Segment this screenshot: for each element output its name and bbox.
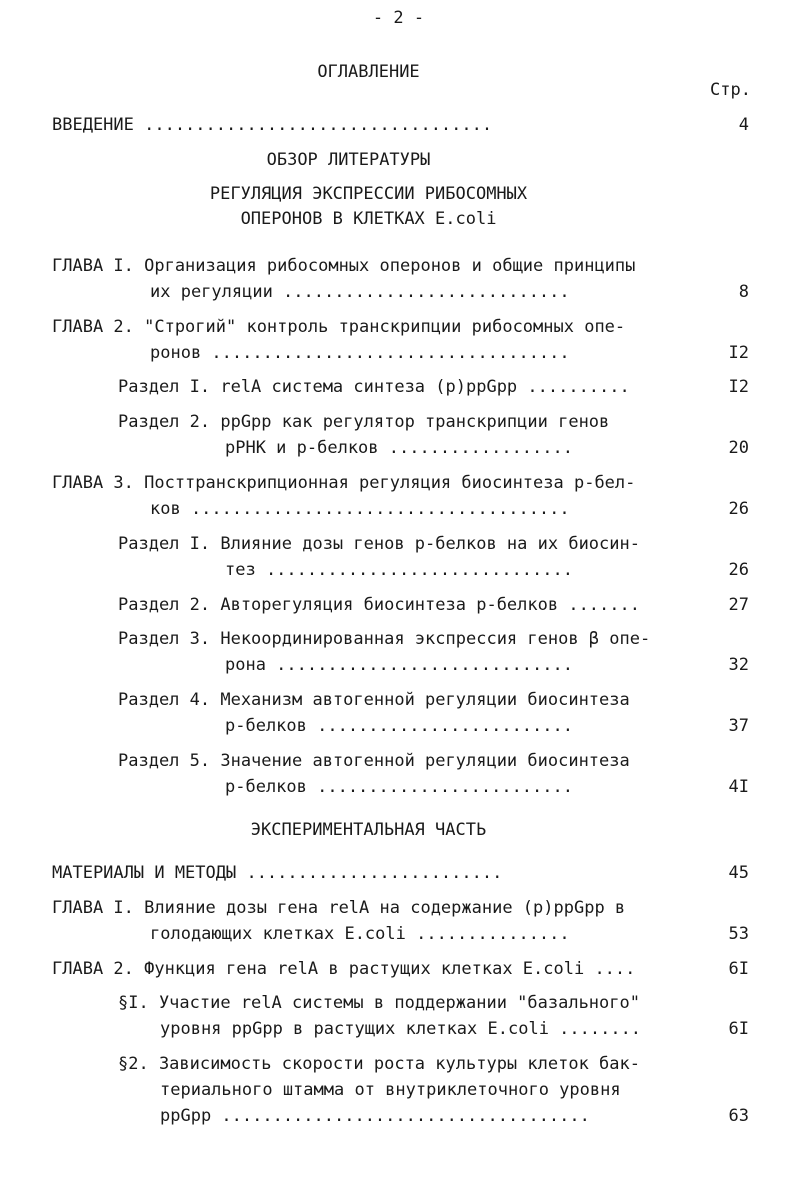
toc-entry-page: 27 — [728, 595, 749, 615]
toc-title: ОГЛАВЛЕНИЕ — [317, 62, 420, 82]
toc-entry-line: ГЛАВА I. Влияние дозы гена relA на содержание (p)ppGpp в — [52, 898, 626, 918]
toc-entry-line: уровня ppGpp в растущих клетках E.coli ........ — [160, 1019, 642, 1039]
section-heading: ЭКСПЕРИМЕНТАЛЬНАЯ ЧАСТЬ — [250, 820, 487, 840]
toc-entry-line: §2. Зависимость скорости роста культуры клеток бак- — [118, 1054, 640, 1074]
toc-entry-line: териального штамма от внутриклеточного уровня — [160, 1080, 621, 1100]
section-subheading: ОПЕРОНОВ В КЛЕТКАХ E.coli — [240, 209, 497, 229]
toc-entry-page: 26 — [728, 499, 749, 519]
toc-entry-page: 37 — [728, 716, 749, 736]
toc-entry-page: 6I — [728, 1019, 749, 1039]
toc-entry-page: 26 — [728, 560, 749, 580]
toc-entry-line: ков ..................................... — [150, 499, 570, 519]
toc-entry-line: ГЛАВА I. Организация рибосомных оперонов и общие принципы — [52, 256, 636, 276]
toc-entry-line: рРНК и р-белков .................. — [225, 438, 573, 458]
entry-intro-page: 4 — [738, 115, 749, 135]
section-subheading: РЕГУЛЯЦИЯ ЭКСПРЕССИИ РИБОСОМНЫХ — [209, 184, 528, 204]
toc-entry-page: 53 — [728, 924, 749, 944]
toc-entry-line: Раздел 2. Авторегуляция биосинтеза р-белков ....... — [118, 595, 640, 615]
toc-entry-page: 6I — [728, 959, 749, 979]
toc-entry-line: ГЛАВА 3. Посттранскрипционная регуляция биосинтеза р-бел- — [52, 473, 636, 493]
toc-entry-line: Раздел 4. Механизм автогенной регуляции биосинтеза — [118, 690, 630, 710]
toc-entry-page: 32 — [728, 655, 749, 675]
entry-intro: ВВЕДЕНИЕ .................................. — [52, 115, 493, 135]
toc-entry-line: Раздел I. relA система синтеза (p)ppGpp .......... — [118, 377, 630, 397]
toc-entry-page: I2 — [728, 377, 749, 397]
toc-entry-line: р-белков ......................... — [225, 777, 573, 797]
toc-entry-line: тез .............................. — [225, 560, 573, 580]
toc-entry-line: ронов ................................... — [150, 343, 570, 363]
toc-entry-line: Раздел I. Влияние дозы генов р-белков на их биосин- — [118, 534, 640, 554]
toc-entry-line: голодающих клетках E.coli ............... — [150, 924, 570, 944]
toc-entry-page: 4I — [728, 777, 749, 797]
toc-entry-line: Раздел 2. ppGpp как регулятор транскрипции генов — [118, 412, 610, 432]
page-number: - 2 - — [372, 8, 425, 28]
toc-entry-line: Раздел 3. Некоординированная экспрессия генов β опе- — [118, 629, 651, 649]
toc-entry-line: МАТЕРИАЛЫ И МЕТОДЫ ......................... — [52, 863, 503, 883]
toc-entry-line: их регуляции ............................ — [150, 282, 570, 302]
toc-entry-line: р-белков ......................... — [225, 716, 573, 736]
page-column-header: Стр. — [710, 80, 751, 100]
section-heading: ОБЗОР ЛИТЕРАТУРЫ — [266, 150, 431, 170]
toc-entry-page: 63 — [728, 1106, 749, 1126]
toc-entry-line: ppGpp .................................... — [160, 1106, 590, 1126]
toc-entry-page: 20 — [728, 438, 749, 458]
toc-entry-line: ГЛАВА 2. Функция гена relA в растущих клетках E.coli .... — [52, 959, 636, 979]
toc-entry-page: 8 — [738, 282, 749, 302]
toc-entry-page: 45 — [728, 863, 749, 883]
toc-entry-line: рона ............................. — [225, 655, 573, 675]
toc-entry-page: I2 — [728, 343, 749, 363]
toc-entry-line: §I. Участие relA системы в поддержании "базального" — [118, 993, 640, 1013]
toc-entry-line: Раздел 5. Значение автогенной регуляции биосинтеза — [118, 751, 630, 771]
toc-entry-line: ГЛАВА 2. "Строгий" контроль транскрипции рибосомных опе- — [52, 317, 626, 337]
